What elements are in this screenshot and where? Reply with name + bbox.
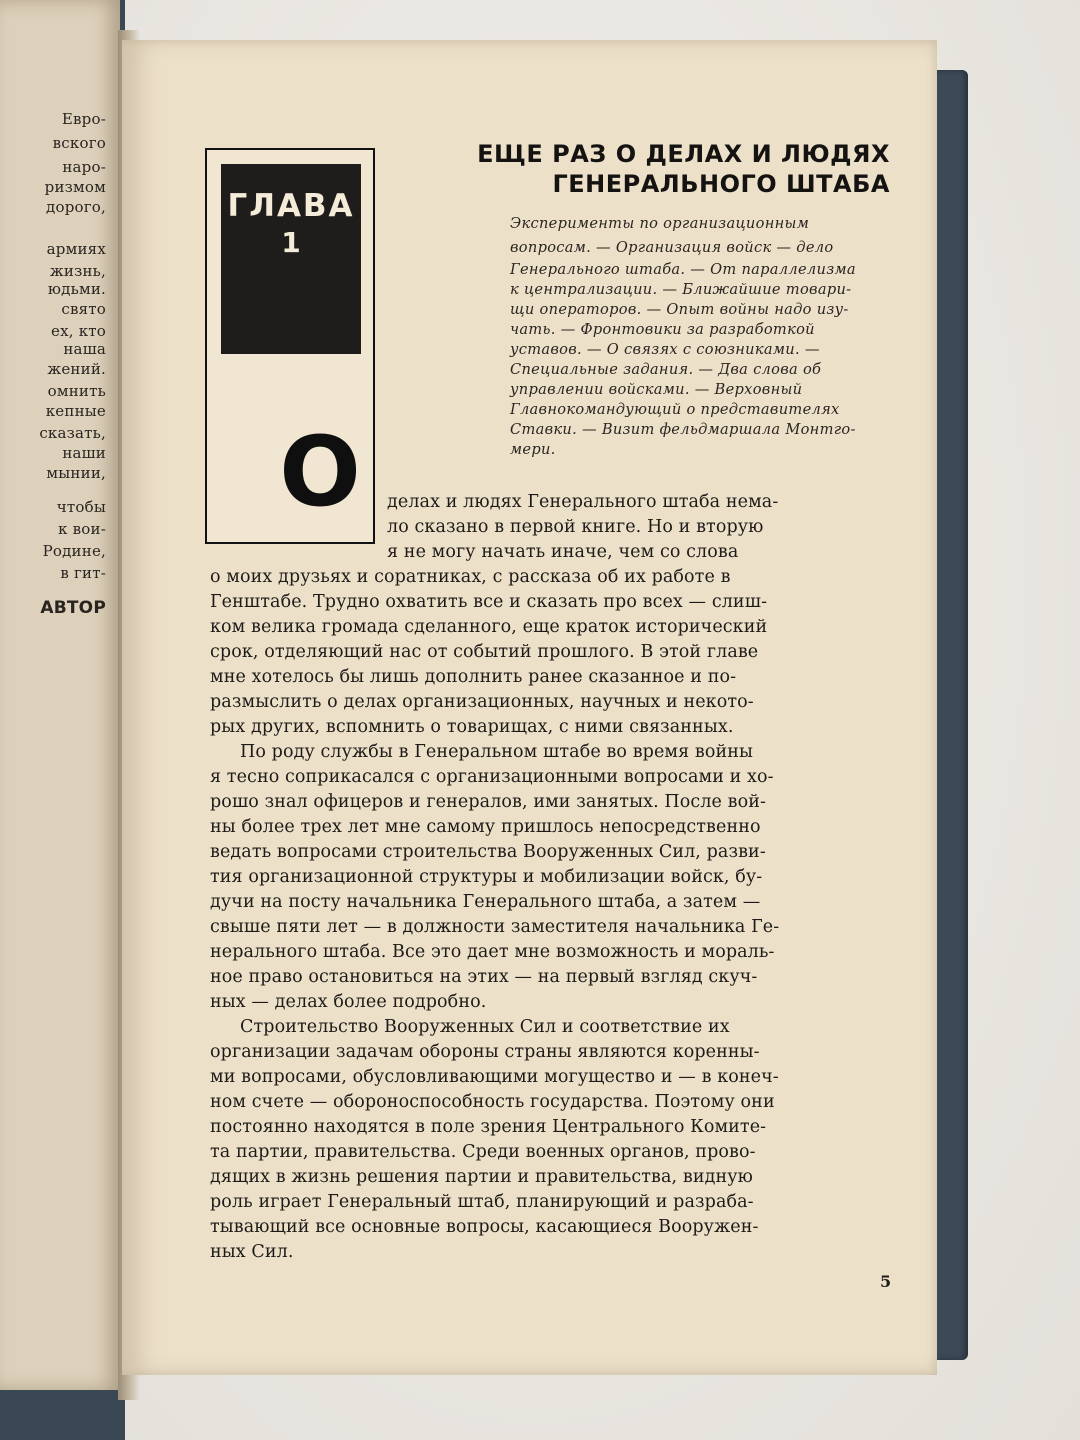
body-text-line: свыше пяти лет — в должности заместителя начальника Ге- <box>210 917 780 937</box>
body-text-line: срок, отделяющий нас от событий прошлого. В этой главе <box>210 642 759 662</box>
chapter-summary-line: управлении войсками. — Верховный <box>510 381 803 398</box>
chapter-summary-line: мери. <box>510 441 556 458</box>
left-page-line: Евро- <box>61 110 106 128</box>
left-page-line: чтобы <box>56 498 106 516</box>
left-page-line: ризмом <box>44 178 106 196</box>
body-text-line: роль играет Генеральный штаб, планирующий и разраба- <box>210 1192 754 1212</box>
initial-letter: О <box>279 416 361 528</box>
body-text-line: ми вопросами, обусловливающими могущество и — в конеч- <box>210 1067 779 1087</box>
body-text-line: нерального штаба. Все это дает мне возможность и мораль- <box>210 942 775 962</box>
body-text-line: ны более трех лет мне самому пришлось непосредственно <box>210 817 761 837</box>
chapter-summary-line: чать. — Фронтовики за разработкой <box>510 321 815 338</box>
body-text-line: делах и людях Генерального штаба нема- <box>387 492 779 512</box>
body-text-line: рых других, вспомнить о товарищах, с ними связанных. <box>210 717 734 737</box>
left-page-line: к вои- <box>58 520 106 538</box>
body-text-line: та партии, правительства. Среди военных органов, прово- <box>210 1142 756 1162</box>
chapter-summary-line: вопросам. — Организация войск — дело <box>510 239 834 256</box>
body-text-line: ном счете — обороноспособность государства. Поэтому они <box>210 1092 775 1112</box>
left-page-line: омнить <box>47 382 106 400</box>
chapter-summary-line: Ставки. — Визит фельдмаршала Монтго- <box>510 421 856 438</box>
chapter-label: ГЛАВА <box>227 188 355 224</box>
body-text-line: ное право остановиться на этих — на первый взгляд скуч- <box>210 967 758 987</box>
left-page-line: свято <box>61 300 106 318</box>
page-number: 5 <box>880 1272 892 1291</box>
left-page-line: жизнь, <box>49 262 106 280</box>
chapter-summary-line: Специальные задания. — Два слова об <box>510 361 822 378</box>
body-text-line: ком велика громада сделанного, еще краток исторический <box>210 617 768 637</box>
body-text-line: размыслить о делах организационных, научных и некото- <box>210 692 754 712</box>
left-page-line: сказать, <box>39 424 106 442</box>
body-text-line: По роду службы в Генеральном штабе во время войны <box>240 742 754 762</box>
body-text-line: ведать вопросами строительства Вооруженных Сил, разви- <box>210 842 766 862</box>
body-text-line: ных — делах более подробно. <box>210 992 487 1012</box>
body-text-line: я не могу начать иначе, чем со слова <box>387 542 739 562</box>
initial-letter-block <box>270 416 370 542</box>
body-text-line: тывающий все основные вопросы, касающиеся Вооружен- <box>210 1217 759 1237</box>
body-text-line: о моих друзьях и соратниках, с рассказа об их работе в <box>210 567 731 587</box>
body-text-line: дучи на посту начальника Генерального штаба, а затем — <box>210 892 761 912</box>
chapter-summary-line: Генерального штаба. — От параллелизма <box>510 261 856 278</box>
left-page-line: Родине, <box>42 542 106 560</box>
left-page-line: вского <box>52 134 106 152</box>
chapter-title-line: ГЕНЕРАЛЬНОГО ШТАБА <box>552 170 890 198</box>
body-text-line: дящих в жизнь решения партии и правительства, видную <box>210 1167 753 1187</box>
chapter-summary-line: щи операторов. — Опыт войны надо изу- <box>510 301 849 318</box>
left-page <box>0 0 120 1390</box>
body-text-line: организации задачам обороны страны являются коренны- <box>210 1042 760 1062</box>
left-page-line: юдьми. <box>47 280 106 298</box>
left-page-line: армиях <box>46 240 106 258</box>
left-page-line: наши <box>62 444 106 462</box>
left-page-line: в гит- <box>60 564 106 582</box>
body-text-line: ло сказано в первой книге. Но и вторую <box>387 517 764 537</box>
body-text-line: мне хотелось бы лишь дополнить ранее сказанное и по- <box>210 667 737 687</box>
chapter-title-line: ЕЩЕ РАЗ О ДЕЛАХ И ЛЮДЯХ <box>477 140 890 168</box>
left-page-line: кепные <box>45 402 106 420</box>
body-text-line: ных Сил. <box>210 1242 294 1262</box>
left-page-line: мынии, <box>46 464 106 482</box>
left-page-author: АВТОР <box>40 598 106 618</box>
left-page-line: наша <box>63 340 106 358</box>
chapter-summary-line: Главнокомандующий о представителях <box>510 401 840 418</box>
chapter-summary-line: уставов. — О связях с союзниками. — <box>510 341 820 358</box>
chapter-label-block <box>221 164 361 354</box>
left-page-line: жений. <box>47 360 106 378</box>
chapter-summary-line: Эксперименты по организационным <box>510 215 810 232</box>
body-text-line: Строительство Вооруженных Сил и соответствие их <box>240 1017 730 1037</box>
body-text-line: постоянно находятся в поле зрения Центрального Комите- <box>210 1117 767 1137</box>
chapter-number: 1 <box>281 226 301 259</box>
body-text-line: рошо знал офицеров и генералов, ими занятых. После вой- <box>210 792 767 812</box>
left-page-line: дорого, <box>46 198 106 216</box>
left-page-line: ех, кто <box>51 322 106 340</box>
left-page-line: наро- <box>62 158 106 176</box>
chapter-summary-line: к централизации. — Ближайшие товари- <box>510 281 852 298</box>
body-text-line: Генштабе. Трудно охватить все и сказать про всех — слиш- <box>210 592 768 612</box>
body-text-line: тия организационной структуры и мобилизации войск, бу- <box>210 867 763 887</box>
body-text-line: я тесно соприкасался с организационными вопросами и хо- <box>210 767 774 787</box>
